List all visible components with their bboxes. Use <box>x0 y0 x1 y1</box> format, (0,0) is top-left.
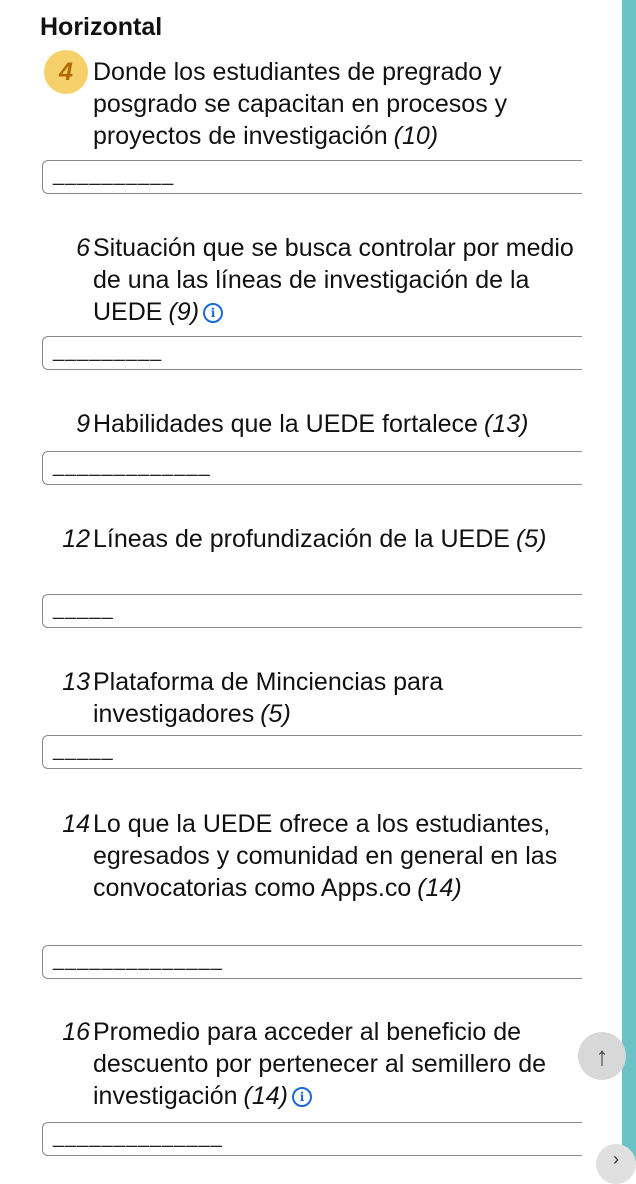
answer-placeholder: _____________ <box>53 455 211 477</box>
answer-input[interactable] <box>42 336 582 370</box>
clue-description: Líneas de profundización de la UEDE <box>93 525 510 553</box>
clue-length: (14) <box>243 1082 288 1110</box>
clue-number-badge[interactable]: 4 <box>44 50 88 94</box>
scroll-to-top-button[interactable]: ↑ <box>578 1032 626 1080</box>
accent-side-bar <box>622 0 636 1162</box>
clue-text <box>93 408 583 440</box>
clue-number: 6 <box>76 234 90 262</box>
answer-placeholder: ______________ <box>53 949 223 971</box>
info-icon[interactable]: i <box>203 303 223 323</box>
answer-input[interactable] <box>42 1122 582 1156</box>
info-icon[interactable]: i <box>292 1087 312 1107</box>
clue-description: Promedio para acceder al beneficio de descuento por pertenecer al semillero de investigación <box>93 1018 547 1110</box>
clue-number: 12 <box>62 525 90 553</box>
clue-description: Donde los estudiantes de pregrado y posgrado se capacitan en procesos y proyectos de investigación <box>93 58 508 150</box>
clue-number: 14 <box>62 810 90 838</box>
clue-text <box>93 523 583 555</box>
clue-text <box>93 56 583 152</box>
clue-number: 13 <box>62 668 90 696</box>
answer-placeholder: _____ <box>53 739 114 761</box>
clue-length: (13) <box>483 410 529 438</box>
answer-placeholder: _____ <box>53 598 114 620</box>
clue-length: (5) <box>260 700 291 728</box>
clue-number: 16 <box>62 1018 90 1046</box>
clue-length: (10) <box>393 122 439 150</box>
clue-length: (9) <box>168 298 200 326</box>
clue-number: 9 <box>76 410 90 438</box>
clue-description: Habilidades que la UEDE fortalece <box>93 410 478 438</box>
answer-input[interactable] <box>42 945 582 979</box>
clue-text <box>93 1016 583 1112</box>
clue-description: Plataforma de Minciencias para investigadores <box>93 668 444 728</box>
clue-text <box>93 232 583 328</box>
clue-text <box>93 666 583 730</box>
answer-input[interactable] <box>42 160 582 194</box>
answer-input[interactable] <box>42 735 582 769</box>
clue-length: (5) <box>515 525 547 553</box>
answer-placeholder: _________ <box>53 340 163 362</box>
answer-input[interactable] <box>42 451 582 485</box>
answer-input[interactable] <box>42 594 582 628</box>
clue-text <box>93 808 583 904</box>
section-title: Horizontal <box>40 13 163 41</box>
clue-description: Situación que se busca controlar por medio de una las líneas de investigación de la UEDE <box>93 234 574 326</box>
answer-placeholder: ______________ <box>53 1126 223 1148</box>
clue-description: Lo que la UEDE ofrece a los estudiantes, egresados y comunidad en general en las convocatorias como Apps.co <box>93 810 558 902</box>
clue-length: (14) <box>417 874 462 902</box>
chevron-right-icon[interactable]: › <box>596 1144 636 1184</box>
answer-placeholder: __________ <box>53 164 175 186</box>
